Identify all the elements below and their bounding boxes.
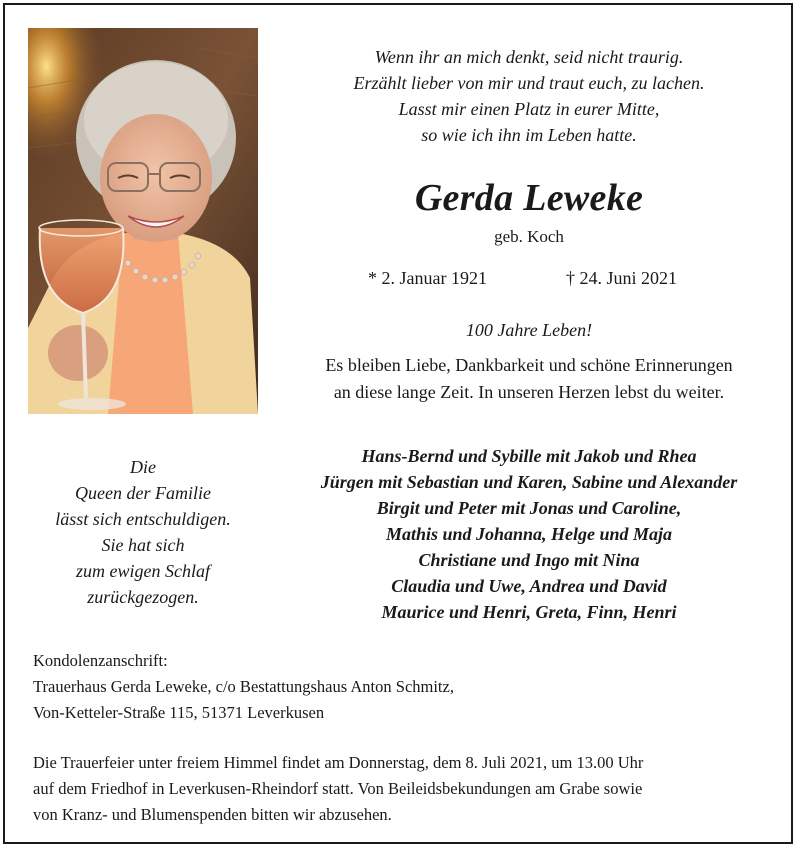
portrait-image: [28, 28, 258, 414]
poem: [300, 44, 758, 148]
birth-date: * 2. Januar 1921: [368, 268, 487, 288]
birth-name: geb. Koch: [494, 227, 564, 246]
queen-line: lässt sich entschuldigen.: [55, 509, 231, 529]
condolence-line: Von-Ketteler-Straße 115, 51371 Leverkusen: [33, 703, 325, 722]
queen-line: zum ewigen Schlaf: [76, 561, 210, 581]
ceremony-line: auf dem Friedhof in Leverkusen-Rheindorf statt. Von Beileidsbekundungen am Grabe sowie: [33, 779, 643, 798]
poem-line: Wenn ihr an mich denkt, seid nicht traurig.: [374, 47, 684, 67]
ceremony-line: von Kranz- und Blumenspenden bitten wir abzusehen.: [33, 805, 392, 824]
poem-line: so wie ich ihn im Leben hatte.: [421, 125, 637, 145]
queen-line: zurückgezogen.: [87, 587, 199, 607]
ceremony-line: Die Trauerfeier unter freiem Himmel findet am Donnerstag, dem 8. Juli 2021, um 13.00 Uhr: [33, 753, 644, 772]
family-line: Maurice und Henri, Greta, Finn, Henri: [381, 602, 677, 622]
portrait-photo: [28, 28, 258, 414]
tribute-line: Es bleiben Liebe, Dankbarkeit und schöne Erinnerungen: [325, 355, 733, 375]
family-line: Jürgen mit Sebastian und Karen, Sabine und Alexander: [320, 472, 738, 492]
family-line: Christiane und Ingo mit Nina: [418, 550, 640, 570]
queen-line: Queen der Familie: [75, 483, 211, 503]
tribute-line: an diese lange Zeit. In unseren Herzen lebst du weiter.: [333, 382, 725, 402]
family-line: Claudia und Uwe, Andrea und David: [391, 576, 667, 596]
family-list: [290, 443, 768, 625]
condolence-line: Kondolenzanschrift:: [33, 651, 168, 670]
poem-line: Erzählt lieber von mir und traut euch, zu lachen.: [353, 73, 705, 93]
death-date: † 24. Juni 2021: [566, 268, 678, 288]
queen-line: Die: [130, 457, 156, 477]
family-line: Hans-Bernd und Sybille mit Jakob und Rhea: [361, 446, 697, 466]
condolence-address: [33, 648, 753, 726]
family-line: Mathis und Johanna, Helge und Maja: [385, 524, 673, 544]
tribute-subtitle: 100 Jahre Leben!: [465, 320, 593, 340]
ceremony-info: [33, 750, 763, 828]
poem-line: Lasst mir einen Platz in eurer Mitte,: [398, 99, 660, 119]
family-line: Birgit und Peter mit Jonas und Caroline,: [376, 498, 682, 518]
tribute-message: [290, 352, 768, 406]
deceased-name: Gerda Leweke: [414, 177, 644, 219]
queen-note: [28, 454, 258, 610]
condolence-line: Trauerhaus Gerda Leweke, c/o Bestattungshaus Anton Schmitz,: [33, 677, 454, 696]
queen-line: Sie hat sich: [101, 535, 185, 555]
